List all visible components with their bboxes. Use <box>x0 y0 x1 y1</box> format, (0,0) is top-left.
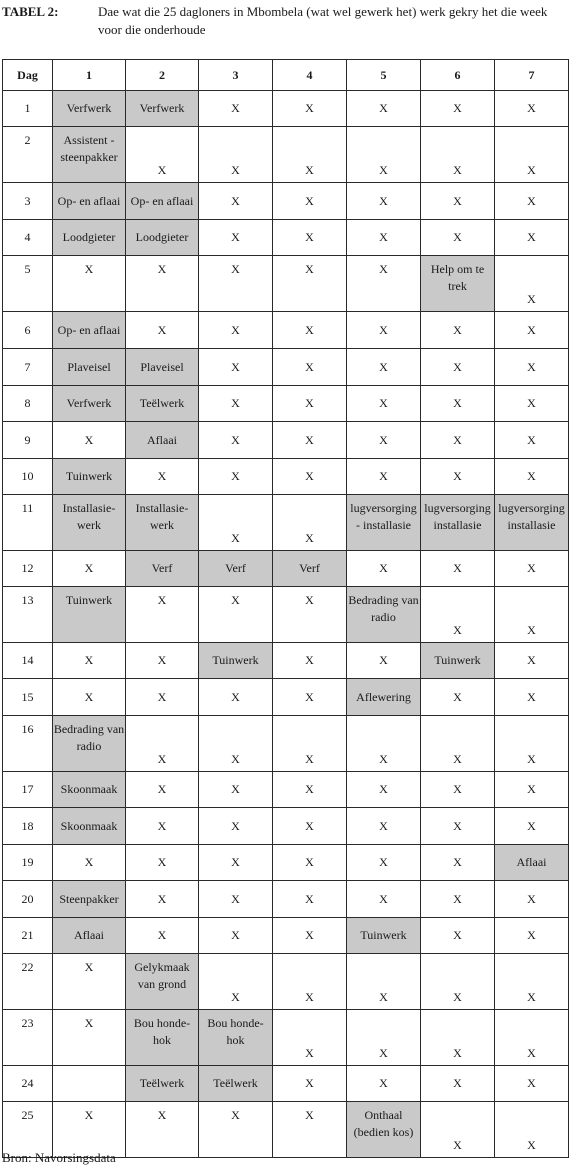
table-cell: X <box>421 91 495 127</box>
table-cell: X <box>199 808 273 845</box>
header-day-5: 5 <box>347 60 421 91</box>
row-label-cell: 11 <box>3 495 53 551</box>
table-cell: X <box>421 716 495 772</box>
job-cell: Verfwerk <box>126 91 199 127</box>
table-cell: X <box>273 845 347 881</box>
table-row <box>3 845 569 881</box>
table-cell: X <box>495 954 569 1010</box>
table-cell: X <box>347 91 421 127</box>
table-cell: X <box>347 1010 421 1066</box>
table-cell: X <box>126 127 199 183</box>
job-cell: Verf <box>273 551 347 587</box>
table-cell: X <box>126 256 199 312</box>
table-cell: X <box>126 845 199 881</box>
job-cell: lugversorging - installasie <box>347 495 421 551</box>
table-cell: X <box>495 772 569 808</box>
table-cell: X <box>495 679 569 716</box>
table-cell: X <box>347 716 421 772</box>
table-cell: X <box>347 954 421 1010</box>
table-cell: X <box>421 551 495 587</box>
job-cell: Skoonmaak <box>53 772 126 808</box>
table-cell: X <box>199 422 273 459</box>
table-row <box>3 495 569 551</box>
job-cell: Aflaai <box>495 845 569 881</box>
row-label-cell: 14 <box>3 643 53 679</box>
job-cell: Bedrading van radio <box>347 587 421 643</box>
table-cell: X <box>421 918 495 954</box>
table-cell: X <box>495 220 569 256</box>
table-cell: X <box>347 881 421 918</box>
table-cell: X <box>273 772 347 808</box>
table-cell: X <box>126 808 199 845</box>
row-label-cell: 7 <box>3 349 53 386</box>
table-cell: X <box>347 127 421 183</box>
table-cell: X <box>273 495 347 551</box>
row-label-cell: 16 <box>3 716 53 772</box>
table-cell: X <box>199 220 273 256</box>
table-row <box>3 918 569 954</box>
caption-text: Dae wat die 25 dagloners in Mbombela (wat wel gewerk het) werk gekry het die week voor die onderhoude <box>98 4 548 37</box>
table-cell: X <box>421 183 495 220</box>
job-cell: Aflaai <box>53 918 126 954</box>
table-cell: X <box>126 643 199 679</box>
job-cell: Help om te trek <box>421 256 495 312</box>
table-cell: X <box>273 918 347 954</box>
table-cell: X <box>347 808 421 845</box>
table-cell: X <box>273 127 347 183</box>
row-label-cell: 24 <box>3 1066 53 1102</box>
table-cell: X <box>199 1102 273 1158</box>
table-cell: X <box>126 1102 199 1158</box>
job-cell: Tuinwerk <box>421 643 495 679</box>
table-cell: X <box>347 459 421 495</box>
table-row <box>3 312 569 349</box>
row-label-cell: 2 <box>3 127 53 183</box>
table-cell: X <box>495 312 569 349</box>
table-cell: X <box>126 459 199 495</box>
table-cell: X <box>273 183 347 220</box>
job-cell: Teëlwerk <box>126 1066 199 1102</box>
row-label-cell: 3 <box>3 183 53 220</box>
header-dag: Dag <box>3 60 53 91</box>
table-cell: X <box>199 716 273 772</box>
table-cell: X <box>495 127 569 183</box>
table-cell: X <box>199 127 273 183</box>
job-cell: Gelykmaak van grond <box>126 954 199 1010</box>
job-cell: Verfwerk <box>53 91 126 127</box>
table-cell: X <box>347 312 421 349</box>
table-cell: X <box>273 954 347 1010</box>
table-cell: X <box>495 643 569 679</box>
table-cell: X <box>421 587 495 643</box>
job-cell: Teëlwerk <box>199 1066 273 1102</box>
table-cell: X <box>126 918 199 954</box>
table-row <box>3 183 569 220</box>
table-row <box>3 127 569 183</box>
table-row <box>3 91 569 127</box>
table-cell: X <box>421 349 495 386</box>
table-cell: X <box>495 551 569 587</box>
job-cell: Installasie-werk <box>126 495 199 551</box>
table-cell: X <box>421 679 495 716</box>
table-cell: X <box>126 587 199 643</box>
row-label-cell: 21 <box>3 918 53 954</box>
table-cell: X <box>53 551 126 587</box>
table-cell: X <box>53 1010 126 1066</box>
table-body <box>3 91 569 1158</box>
table-cell: X <box>126 772 199 808</box>
table-cell: X <box>347 256 421 312</box>
table-cell: X <box>347 551 421 587</box>
header-day-1: 1 <box>53 60 126 91</box>
table-cell: X <box>199 312 273 349</box>
table-cell: X <box>421 1010 495 1066</box>
job-cell: Onthaal (bedien kos) <box>347 1102 421 1158</box>
table-cell: X <box>273 1066 347 1102</box>
table-cell: X <box>421 772 495 808</box>
table-cell: X <box>347 1066 421 1102</box>
table-cell: X <box>347 772 421 808</box>
job-cell: Bedrading van radio <box>53 716 126 772</box>
table-cell: X <box>273 587 347 643</box>
table-cell: X <box>421 808 495 845</box>
table-row <box>3 954 569 1010</box>
table-cell: X <box>495 1010 569 1066</box>
row-label-cell: 20 <box>3 881 53 918</box>
row-label-cell: 15 <box>3 679 53 716</box>
table-cell: X <box>421 954 495 1010</box>
table-row <box>3 220 569 256</box>
table-cell: X <box>53 1102 126 1158</box>
job-cell: Loodgieter <box>126 220 199 256</box>
table-cell: X <box>273 349 347 386</box>
table-cell: X <box>199 495 273 551</box>
job-cell: Aflewering <box>347 679 421 716</box>
row-label-cell: 5 <box>3 256 53 312</box>
table-row <box>3 422 569 459</box>
job-cell: Skoonmaak <box>53 808 126 845</box>
table-cell: X <box>273 220 347 256</box>
row-label-cell: 9 <box>3 422 53 459</box>
table-cell: X <box>199 349 273 386</box>
row-label-cell: 12 <box>3 551 53 587</box>
job-cell: Installasie-werk <box>53 495 126 551</box>
row-label-cell: 25 <box>3 1102 53 1158</box>
job-cell: Verfwerk <box>53 386 126 422</box>
job-cell: lugversorging installasie <box>495 495 569 551</box>
table-cell: X <box>126 881 199 918</box>
job-cell: Op- en aflaai <box>53 183 126 220</box>
table-row <box>3 1066 569 1102</box>
job-cell: Steenpakker <box>53 881 126 918</box>
row-label-cell: 23 <box>3 1010 53 1066</box>
table-cell: X <box>199 772 273 808</box>
table-cell: X <box>126 716 199 772</box>
row-label-cell: 10 <box>3 459 53 495</box>
job-cell: Plaveisel <box>53 349 126 386</box>
table-cell: X <box>273 679 347 716</box>
table-row <box>3 386 569 422</box>
table-cell: X <box>421 312 495 349</box>
row-label-cell: 17 <box>3 772 53 808</box>
table-cell: X <box>421 422 495 459</box>
table-cell: X <box>495 716 569 772</box>
table-cell: X <box>199 459 273 495</box>
table-cell: X <box>199 679 273 716</box>
table-cell: X <box>199 183 273 220</box>
table-cell: X <box>421 459 495 495</box>
table-cell: X <box>495 386 569 422</box>
table-row <box>3 679 569 716</box>
job-cell: Assistent -steenpakker <box>53 127 126 183</box>
job-cell: Tuinwerk <box>53 587 126 643</box>
table-cell: X <box>495 881 569 918</box>
table-cell: X <box>273 312 347 349</box>
row-label-cell: 1 <box>3 91 53 127</box>
job-cell: Aflaai <box>126 422 199 459</box>
table-cell: X <box>273 386 347 422</box>
table-row <box>3 881 569 918</box>
table-cell: X <box>199 845 273 881</box>
table-cell: X <box>273 1010 347 1066</box>
table-cell: X <box>495 349 569 386</box>
table-row <box>3 772 569 808</box>
table-row <box>3 808 569 845</box>
table-cell: X <box>421 386 495 422</box>
row-label-cell: 19 <box>3 845 53 881</box>
job-cell: Op- en aflaai <box>126 183 199 220</box>
table-row <box>3 459 569 495</box>
job-cell: Plaveisel <box>126 349 199 386</box>
table-cell: X <box>273 716 347 772</box>
header-day-2: 2 <box>126 60 199 91</box>
table-cell: X <box>273 808 347 845</box>
work-days-table <box>2 59 569 1158</box>
table-cell: X <box>495 1066 569 1102</box>
job-cell: Loodgieter <box>53 220 126 256</box>
table-row <box>3 256 569 312</box>
table-cell: X <box>421 220 495 256</box>
table-cell: X <box>421 845 495 881</box>
table-row <box>3 587 569 643</box>
row-label-cell: 13 <box>3 587 53 643</box>
table-cell: X <box>495 422 569 459</box>
table-cell: X <box>199 918 273 954</box>
table-cell: X <box>126 312 199 349</box>
table-cell: X <box>199 954 273 1010</box>
table-cell: X <box>273 643 347 679</box>
table-cell: X <box>495 91 569 127</box>
job-cell: lugversorging installasie <box>421 495 495 551</box>
table-row <box>3 716 569 772</box>
table-cell: X <box>53 422 126 459</box>
table-cell: X <box>126 679 199 716</box>
source-note: Bron: Navorsingsdata <box>2 1150 116 1165</box>
table-cell: X <box>53 256 126 312</box>
table-cell: X <box>273 459 347 495</box>
table-cell: X <box>199 881 273 918</box>
table-cell: X <box>495 459 569 495</box>
row-label-cell: 22 <box>3 954 53 1010</box>
table-cell: X <box>421 127 495 183</box>
table-row <box>3 1010 569 1066</box>
table-cell <box>53 1066 126 1102</box>
table-cell: X <box>273 1102 347 1158</box>
table-cell: X <box>347 183 421 220</box>
table-cell: X <box>421 1102 495 1158</box>
table-cell: X <box>273 91 347 127</box>
job-cell: Bou honde-hok <box>126 1010 199 1066</box>
header-day-7: 7 <box>495 60 569 91</box>
job-cell: Bou honde-hok <box>199 1010 273 1066</box>
table-cell: X <box>53 845 126 881</box>
job-cell: Verf <box>199 551 273 587</box>
header-day-3: 3 <box>199 60 273 91</box>
job-cell: Verf <box>126 551 199 587</box>
table-cell: X <box>199 386 273 422</box>
header-day-6: 6 <box>421 60 495 91</box>
table-cell: X <box>347 386 421 422</box>
table-cell: X <box>495 587 569 643</box>
table-row <box>3 349 569 386</box>
row-label-cell: 4 <box>3 220 53 256</box>
caption-label: TABEL 2: <box>2 4 59 19</box>
header-row <box>3 60 569 91</box>
table-cell: X <box>53 643 126 679</box>
row-label-cell: 18 <box>3 808 53 845</box>
table-cell: X <box>347 220 421 256</box>
table-cell: X <box>495 1102 569 1158</box>
table-cell: X <box>53 679 126 716</box>
table-cell: X <box>273 422 347 459</box>
table-cell: X <box>347 845 421 881</box>
table-cell: X <box>53 954 126 1010</box>
table-cell: X <box>347 422 421 459</box>
table-cell: X <box>495 183 569 220</box>
table-cell: X <box>347 349 421 386</box>
table-cell: X <box>495 256 569 312</box>
table-row <box>3 551 569 587</box>
table-cell: X <box>199 91 273 127</box>
row-label-cell: 8 <box>3 386 53 422</box>
table-cell: X <box>273 881 347 918</box>
table-cell: X <box>421 1066 495 1102</box>
table-cell: X <box>495 918 569 954</box>
table-cell: X <box>199 256 273 312</box>
job-cell: Op- en aflaai <box>53 312 126 349</box>
table-cell: X <box>199 587 273 643</box>
row-label-cell: 6 <box>3 312 53 349</box>
job-cell: Teëlwerk <box>126 386 199 422</box>
table-cell: X <box>347 643 421 679</box>
job-cell: Tuinwerk <box>347 918 421 954</box>
table-cell: X <box>495 808 569 845</box>
job-cell: Tuinwerk <box>199 643 273 679</box>
table-cell: X <box>273 256 347 312</box>
job-cell: Tuinwerk <box>53 459 126 495</box>
header-day-4: 4 <box>273 60 347 91</box>
table-cell: X <box>421 881 495 918</box>
table-row <box>3 643 569 679</box>
